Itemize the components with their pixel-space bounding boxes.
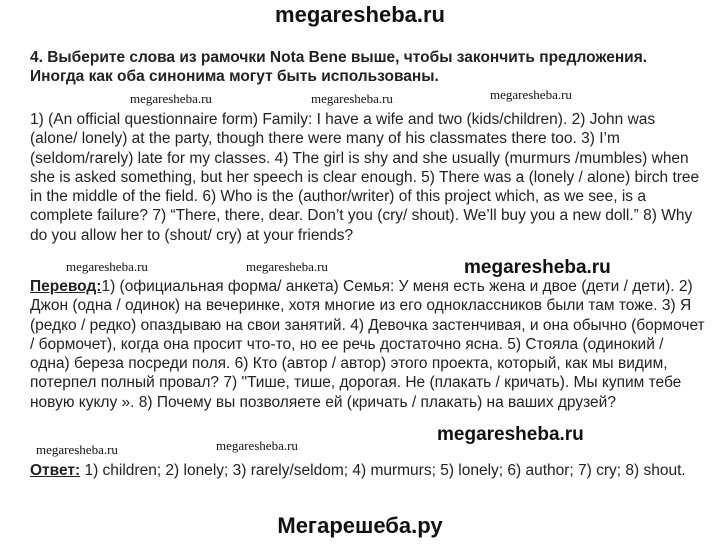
watermark: megaresheba.ru — [246, 259, 328, 274]
answer-label: Ответ: — [30, 462, 81, 479]
watermark-large: megaresheba.ru — [437, 424, 584, 445]
site-footer: Мегарешеба.ру — [277, 513, 443, 538]
answer-text: 1) children; 2) lonely; 3) rarely/seldom; 4) murmurs; 5) lonely; 6) author; 7) cry; 8) shout. — [80, 462, 686, 479]
task-heading: 4. Выберите слова из рамочки Nota Bene выше, чтобы закончить предложения. Иногда как оба синонима могут быть использованы. — [30, 49, 648, 85]
watermark: megaresheba.ru — [66, 259, 148, 274]
translation-text: 1) (официальная форма/ анкета) Семья: У меня есть жена и двое (дети / дети). 2) Джон (одна / одинок) на вечеринке, хотя многие из его одноклассников были там тоже. 3) Я (редко / редко) опаздываю на свои занятий. 4) Девочка застенчивая, и она обычно (бормочет / бормочет), когда она просит что-то, но ее речь достаточно ясна. 5) Стояла (одинокий / одна) береза посреди поля. 6) Кто (автор / автор) этого проекта, который, как мы видим, потерпел полный провал? 7) "Тише, тише, дорогая. Не (плакать / кричать). Мы купим тебе новую куклу ». 8) Почему вы позволяете ей (кричать / плакать) на ваших друзей? — [30, 278, 705, 411]
watermark: megaresheba.ru — [130, 91, 212, 106]
watermark: megaresheba.ru — [490, 87, 572, 102]
exercise-answer — [30, 461, 705, 480]
site-header: megaresheba.ru — [275, 2, 445, 27]
watermark: megaresheba.ru — [311, 91, 393, 106]
watermark: megaresheba.ru — [216, 438, 298, 453]
exercise-translation — [30, 277, 705, 412]
watermark-large: megaresheba.ru — [464, 257, 611, 278]
watermark: megaresheba.ru — [36, 442, 118, 457]
translation-label: Перевод: — [30, 278, 102, 295]
exercise-english: 1) (An official questionnaire form) Family: I have a wife and two (kids/children). 2) John was (alone/ lonely) at the party, though there were many of his classmates there too. 3) I’m (seldom/rarely) late for my classes. 4) The girl is shy and she usually (murmurs /mumbles) when she is asked something, but her speech is clear enough. 5) There was a (lonely / alone) birch tree in the middle of the field. 6) Who is the (author/writer) of this project which, as we see, is a complete failure? 7) “There, there, dear. Don’t you (cry/ shout). We’ll buy you a new doll.” 8) Why do you allow her to (shout/ cry) at your friends? — [30, 111, 700, 244]
